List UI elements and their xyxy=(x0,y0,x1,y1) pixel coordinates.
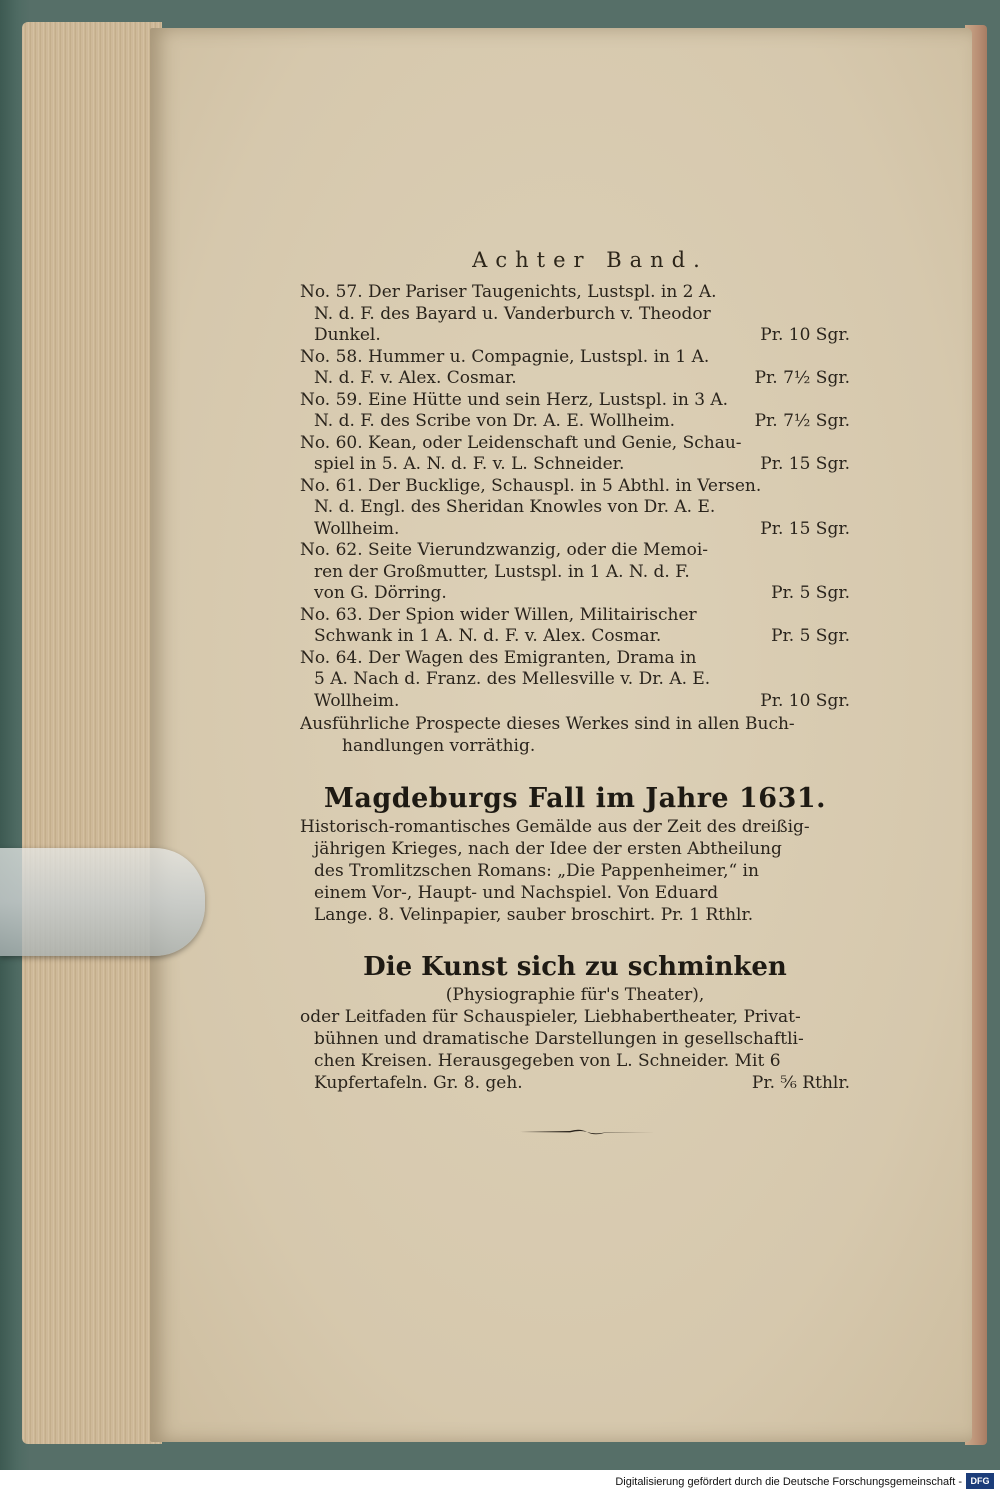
ad-line xyxy=(300,1072,850,1094)
entry-line xyxy=(300,626,850,648)
catalog-entry xyxy=(300,476,850,541)
ad-price: Pr. ⅚ Rthlr. xyxy=(751,1073,850,1093)
entry-price: Pr. 7½ Sgr. xyxy=(754,411,850,431)
entry-line: No. 59. Eine Hütte und sein Herz, Lustspl. in 3 A. xyxy=(300,389,729,410)
entry-price: Pr. 15 Sgr. xyxy=(760,454,850,474)
ad-title-magdeburg: Magdeburgs Fall im Jahre 1631. xyxy=(323,783,827,814)
entry-price: Pr. 5 Sgr. xyxy=(771,626,850,646)
entry-line xyxy=(300,368,850,390)
entry-line: N. d. F. des Bayard u. Vanderburch v. Theodor xyxy=(314,303,711,324)
entry-line-text: von G. Dörring. xyxy=(314,583,447,603)
ad-line-text: Kupfertafeln. Gr. 8. geh. xyxy=(314,1073,523,1093)
entry-price: Pr. 15 Sgr. xyxy=(760,518,850,539)
ornament-rule xyxy=(520,1126,655,1138)
catalog-entry xyxy=(300,648,850,713)
entry-line-text: Dunkel. xyxy=(314,325,381,345)
ad-title-schminken: Die Kunst sich zu schminken xyxy=(363,952,787,982)
ad-line: oder Leitfaden für Schauspieler, Liebhabertheater, Privat- xyxy=(300,1007,801,1027)
entry-line xyxy=(300,411,850,433)
catalog-entry xyxy=(300,540,850,605)
entry-price: Pr. 10 Sgr. xyxy=(760,690,850,711)
entry-line xyxy=(300,519,850,541)
entry-line: N. d. Engl. des Sheridan Knowles von Dr. A. E. xyxy=(314,497,716,517)
entry-line-text: N. d. F. des Scribe von Dr. A. E. Wollheim. xyxy=(314,411,675,431)
ad-line: bühnen und dramatische Darstellungen in gesellschaftli- xyxy=(314,1029,804,1049)
catalog-entry xyxy=(300,605,850,648)
entry-line: 5 A. Nach d. Franz. des Mellesville v. Dr. A. E. xyxy=(314,669,711,689)
entry-line: ren der Großmutter, Lustspl. in 1 A. N. d. F. xyxy=(314,561,690,582)
volume-title: Achter Band. xyxy=(472,248,708,272)
entry-line: No. 57. Der Pariser Taugenichts, Lustspl. in 2 A. xyxy=(300,282,717,302)
catalog-entry xyxy=(300,282,850,347)
prospect-note xyxy=(300,714,850,757)
entry-line xyxy=(300,325,850,347)
entry-line-text: spiel in 5. A. N. d. F. v. L. Schneider. xyxy=(314,454,625,474)
entry-line xyxy=(300,454,850,476)
footer-credit: Digitalisierung gefördert durch die Deutsche Forschungsgemeinschaft - xyxy=(615,1476,962,1488)
ad-text-magdeburg xyxy=(300,816,850,926)
catalog-entry xyxy=(300,347,850,390)
entry-line: No. 60. Kean, oder Leidenschaft und Genie, Schau- xyxy=(300,432,742,453)
catalog-entry xyxy=(300,390,850,433)
catalog-entry xyxy=(300,433,850,476)
ad-subtitle-schminken: (Physiographie für's Theater), xyxy=(445,985,705,1005)
entry-line: No. 63. Der Spion wider Willen, Militairischer xyxy=(300,604,697,625)
entry-line: No. 58. Hummer u. Compagnie, Lustspl. in 1 A. xyxy=(300,346,710,367)
entry-line-text: N. d. F. v. Alex. Cosmar. xyxy=(314,368,517,388)
ad-line: des Tromlitzschen Romans: „Die Pappenheimer,“ in xyxy=(314,861,759,881)
ad-line: jährigen Krieges, nach der Idee der ersten Abtheilung xyxy=(314,839,782,859)
ad-line: chen Kreisen. Herausgegeben von L. Schneider. Mit 6 xyxy=(314,1051,781,1071)
ad-line: Historisch-romantisches Gemälde aus der Zeit des dreißig- xyxy=(300,817,810,837)
dfg-logo: DFG xyxy=(966,1473,994,1489)
entry-line-text: Wollheim. xyxy=(314,690,400,711)
ad-line: Lange. 8. Velinpapier, sauber broschirt. Pr. 1 Rthlr. xyxy=(314,905,754,925)
prospect-line: handlungen vorräthig. xyxy=(342,735,536,756)
entry-price: Pr. 7½ Sgr. xyxy=(754,368,850,388)
prospect-line: Ausführliche Prospecte dieses Werkes sind in allen Buch- xyxy=(300,714,795,734)
entry-line-text: Wollheim. xyxy=(314,518,400,539)
entry-line-text: Schwank in 1 A. N. d. F. v. Alex. Cosmar. xyxy=(314,626,662,646)
entry-line: No. 62. Seite Vierundzwanzig, oder die Memoi- xyxy=(300,540,709,560)
entry-line xyxy=(300,691,850,713)
page-clip-holder xyxy=(0,848,205,956)
entry-line: No. 64. Der Wagen des Emigranten, Drama in xyxy=(300,647,697,668)
entry-line xyxy=(300,583,850,605)
page-content xyxy=(300,248,850,1094)
entry-price: Pr. 5 Sgr. xyxy=(771,583,850,603)
entry-list xyxy=(300,282,850,712)
page-stack-edge xyxy=(22,22,162,1444)
entry-price: Pr. 10 Sgr. xyxy=(760,325,850,345)
ad-text-schminken xyxy=(300,1006,850,1094)
entry-line: No. 61. Der Bucklige, Schauspl. in 5 Abthl. in Versen. xyxy=(300,475,762,496)
ad-line: einem Vor-, Haupt- und Nachspiel. Von Eduard xyxy=(314,883,719,903)
